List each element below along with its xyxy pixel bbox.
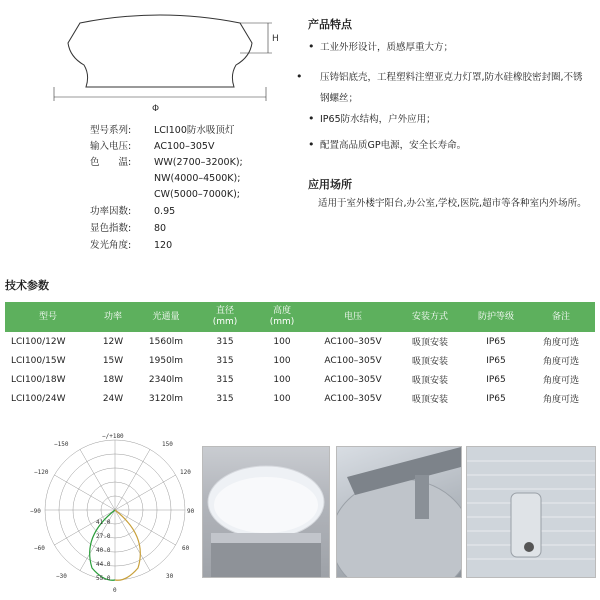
svg-text:41.0: 41.0 xyxy=(96,519,111,526)
bullet-dot-icon: • xyxy=(308,40,315,53)
tech-spec-table xyxy=(5,302,595,408)
table-row: LCI100/12W 12W 1560lm 315 100 AC100–305V 吸顶安装 IP65 角度可选 xyxy=(11,336,579,348)
svg-text:−90: −90 xyxy=(30,508,41,515)
svg-text:0: 0 xyxy=(113,587,117,594)
svg-text:30: 30 xyxy=(166,573,174,580)
product-photo-cover xyxy=(202,446,330,578)
curve-b xyxy=(115,510,140,580)
svg-text:60: 60 xyxy=(182,545,190,552)
svg-text:27.0: 27.0 xyxy=(96,533,111,540)
svg-text:−150: −150 xyxy=(54,441,69,448)
feature-item: • 配置高品质GP电源，安全长寿命。 xyxy=(308,138,467,151)
spec-row: CW(5000–7000K); xyxy=(154,189,240,200)
bullet-dot-icon: • xyxy=(296,70,303,83)
th-power: 功率 xyxy=(91,302,135,332)
diameter-label: Φ xyxy=(152,104,160,114)
spec-row: 发光角度: 120 xyxy=(90,240,173,251)
feature-item: • 压铸铝底壳，工程塑料注塑亚克力灯罩,防水硅橡胶密封圈,不锈钢螺丝； xyxy=(308,66,592,109)
svg-text:44.0: 44.0 xyxy=(96,561,111,568)
feature-item: • 工业外形设计，质感厚重大方； xyxy=(308,40,454,53)
product-photo-base xyxy=(336,446,462,578)
lamp-base-image xyxy=(337,447,461,577)
svg-text:−60: −60 xyxy=(34,545,45,552)
bullet-dot-icon: • xyxy=(308,138,315,151)
svg-text:150: 150 xyxy=(162,441,173,448)
table-row: LCI100/18W 18W 2340lm 315 100 AC100–305V 吸顶安装 IP65 角度可选 xyxy=(11,374,579,386)
lamp-dimension-drawing xyxy=(40,5,280,115)
th-model: 型号 xyxy=(5,302,91,332)
table-header-row xyxy=(5,302,595,332)
th-diameter: 直径 (mm) xyxy=(197,302,253,332)
lamp-cover-image xyxy=(203,447,329,577)
svg-text:90: 90 xyxy=(187,508,195,515)
svg-text:55.0: 55.0 xyxy=(96,575,111,582)
th-voltage: 电压 xyxy=(311,302,395,332)
svg-text:−120: −120 xyxy=(34,469,49,476)
th-ip: 防护等级 xyxy=(465,302,527,332)
table-row: LCI100/15W 15W 1950lm 315 100 AC100–305V 吸顶安装 IP65 角度可选 xyxy=(11,355,579,367)
th-height: 高度 (mm) xyxy=(253,302,311,332)
bullet-dot-icon: • xyxy=(308,112,315,125)
spec-row: 色 温: WW(2700–3200K); xyxy=(90,157,243,168)
feature-item: • IP65防水结构，户外应用； xyxy=(308,112,436,125)
th-remark: 备注 xyxy=(527,302,595,332)
svg-text:−30: −30 xyxy=(56,573,67,580)
svg-text:120: 120 xyxy=(180,469,191,476)
spec-row: 显色指数: 80 xyxy=(90,223,167,234)
features-title: 产品特点 xyxy=(308,18,352,31)
polar-distribution-diagram xyxy=(30,432,200,600)
spec-row: NW(4000–4500K); xyxy=(154,173,241,184)
spec-row: 功率因数: 0.95 xyxy=(90,206,176,217)
th-install: 安装方式 xyxy=(395,302,465,332)
tech-title: 技术参数 xyxy=(5,279,49,292)
lamp-inner-image xyxy=(467,447,595,577)
spec-row: 型号系列: LCI100防水吸顶灯 xyxy=(90,125,235,136)
application-text: 适用于室外楼宇阳台,办公室,学校,医院,超市等各种室内外场所。 xyxy=(318,198,587,209)
application-title: 应用场所 xyxy=(308,178,352,191)
table-row: LCI100/24W 24W 3120lm 315 100 AC100–305V 吸顶安装 IP65 角度可选 xyxy=(11,393,579,405)
height-label: H xyxy=(272,34,279,44)
svg-text:−/+180: −/+180 xyxy=(102,433,124,440)
product-photo-inner xyxy=(466,446,596,578)
svg-text:40.0: 40.0 xyxy=(96,547,111,554)
spec-row: 输入电压: AC100–305V xyxy=(90,141,215,152)
th-flux: 光通量 xyxy=(135,302,197,332)
